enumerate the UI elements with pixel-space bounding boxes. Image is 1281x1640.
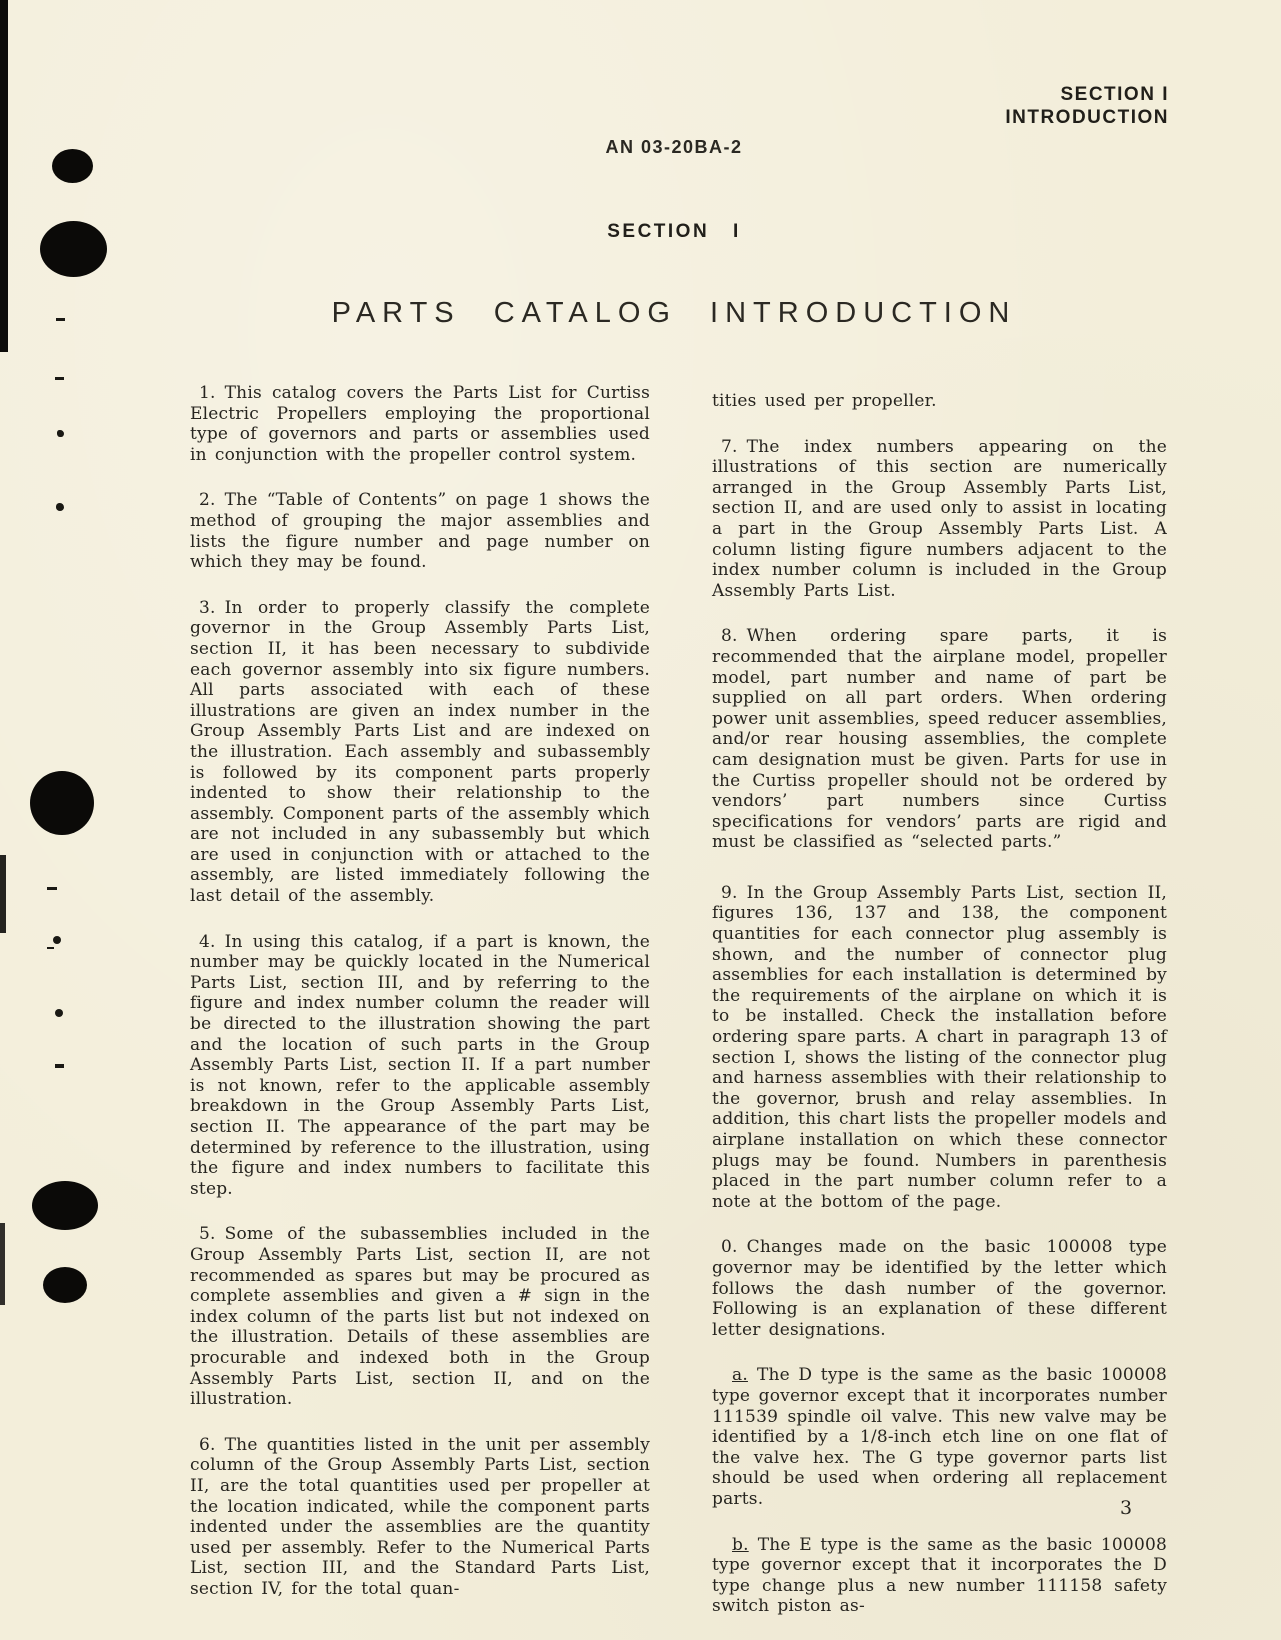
running-head-section: SECTION I <box>1060 84 1169 105</box>
paragraph-7 <box>712 437 1167 602</box>
scan-speck <box>55 377 64 380</box>
paragraph-label: 1. <box>199 383 216 403</box>
page-title: PARTS CATALOG INTRODUCTION <box>331 297 1017 329</box>
paragraph-8 <box>712 626 1167 853</box>
punch-hole <box>52 149 93 183</box>
paragraph-b <box>712 1535 1167 1617</box>
scan-speck <box>53 936 61 944</box>
scan-speck <box>47 887 57 890</box>
paragraph-text: In the Group Assembly Parts List, section II, figures 136, 137 and 138, the component quantities for each connector plug assembly is shown, and the number of connector plug assemblies for each installation is determined by the requirements of the airplane on which it is to be installed. Check the installation before ordering spare parts. A chart in paragraph 13 of section I, shows the listing of the connector plug and harness assemblies with their relationship to the governor, brush and relay assemblies. In addition, this chart lists the propeller models and airplane installation on which these connector plugs may be found. Numbers in parenthesis placed in the part number column refer to a note at the bottom of the page. <box>712 882 1167 1212</box>
paragraph-text: The D type is the same as the basic 100008 type governor except that it incorporates number 111539 spindle oil valve. This new valve may be identified by a 1/8-inch etch line on one flat of the valve hex. The G type governor parts list should be used when ordering all replacement parts. <box>712 1365 1167 1509</box>
scan-speck <box>56 318 65 321</box>
paragraph-label: a. <box>732 1365 748 1386</box>
paragraph-label: 7. <box>721 436 738 457</box>
scan-speck <box>56 503 64 511</box>
paragraph-a <box>712 1365 1167 1509</box>
paragraph-text: This catalog covers the Parts List for Curtiss Electric Propellers employing the proportional type of governors and parts or assemblies used in conjunction with the propeller control system. <box>190 383 650 465</box>
paragraph-label: 9. <box>721 882 738 903</box>
paragraph-text: The index numbers appearing on the illustrations of this section are numerically arranged in the Group Assembly Parts List, section II, and are used only to assist in locating a part in the Group Assembly Parts List. A column listing figure numbers adjacent to the index number column is included in the Group Assembly Parts List. <box>712 436 1167 601</box>
punch-hole <box>30 771 94 835</box>
paragraph-1 <box>190 383 650 465</box>
punch-hole <box>43 1267 87 1303</box>
paragraph-label: 6. <box>199 1434 216 1455</box>
paragraph-6-continued <box>712 391 1167 412</box>
paragraph-label: 0. <box>721 1237 738 1258</box>
paragraph-9 <box>712 883 1167 1213</box>
page-number: 3 <box>1120 1497 1133 1519</box>
paragraph-text: When ordering spare parts, it is recommended that the airplane model, propeller model, part number and name of part be supplied on all part orders. When ordering power unit assemblies, speed reducer assemblies, and/or rear housing assemblies, the complete cam designation must be given. Parts for use in the Curtiss propeller should not be ordered by vendors’ part numbers since Curtiss specifications for vendors’ parts are rigid and must be classified as “selected parts.” <box>712 626 1167 853</box>
paragraph-text: tities used per propeller. <box>712 391 937 411</box>
paragraph-text: In order to properly classify the complete governor in the Group Assembly Parts List, section II, it has been necessary to subdivide each governor assembly into six figure numbers. All parts associated with each of these illustrations are given an index number in the Group Assembly Parts List and are indexed on the illustration. Each assembly and subassembly is followed by its component parts properly indented to show their relationship to the assembly. Component parts of the assembly which are not included in any subassembly but which are used in conjunction with or attached to the assembly, are listed immediately following the last detail of the assembly. <box>190 597 650 907</box>
paragraph-label: b. <box>732 1534 749 1555</box>
paragraph-label: 4. <box>199 931 216 952</box>
left-column <box>190 383 650 1624</box>
page-edge-shadow <box>0 1223 5 1305</box>
paragraph-text: The E type is the same as the basic 100008 type governor except that it incorporates the D type change plus a new number 111158 safety switch piston as- <box>712 1534 1167 1617</box>
paragraph-2 <box>190 490 650 572</box>
paragraph-4 <box>190 932 650 1200</box>
section-heading: SECTION I <box>607 221 741 242</box>
paragraph-text: The quantities listed in the unit per assembly column of the Group Assembly Parts List, section II, are the total quantities used per propeller at the location indicated, while the component parts indented under the assemblies are the quantity used per assembly. Refer to the Numerical Parts List, section III, and the Standard Parts List, section IV, for the total quan- <box>190 1434 650 1599</box>
scan-speck <box>55 1064 64 1068</box>
right-column <box>712 383 1167 1640</box>
paragraph-label: 8. <box>721 626 738 647</box>
page-edge-shadow <box>0 855 6 933</box>
paragraph-5 <box>190 1224 650 1409</box>
paragraph-text: Some of the subassemblies included in the Group Assembly Parts List, section II, are not recommended as spares but may be procured as complete assemblies and given a # sign in the index column of the parts list but not indexed on the illustration. Details of these assemblies are procurable and indexed both in the Group Assembly Parts List, section II, and on the illustration. <box>190 1224 650 1410</box>
scan-speck <box>57 430 64 437</box>
paragraph-label: 5. <box>199 1224 216 1245</box>
paragraph-label: 3. <box>199 597 216 618</box>
paragraph-3 <box>190 598 650 907</box>
running-head-intro: INTRODUCTION <box>1005 107 1169 128</box>
running-head <box>1005 83 1169 129</box>
paragraph-label: 2. <box>199 490 216 511</box>
paragraph-10 <box>712 1237 1167 1340</box>
page-edge-shadow <box>0 0 8 352</box>
scan-speck <box>47 947 54 949</box>
punch-hole <box>40 221 107 277</box>
scan-speck <box>55 1009 63 1017</box>
paragraph-text: Changes made on the basic 100008 type governor may be identified by the letter which follows the dash number of the governor. Following is an explanation of these different letter designations. <box>712 1237 1167 1340</box>
paragraph-text: In using this catalog, if a part is known, the number may be quickly located in the Numerical Parts List, section III, and by referring to the figure and index number column the reader will be directed to the illustration showing the part and the location of such parts in the Group Assembly Parts List, section II. If a part number is not known, refer to the applicable assembly breakdown in the Group Assembly Parts List, section II. The appearance of the part may be determined by reference to the illustration, using the figure and index numbers to facilitate this step. <box>190 931 650 1199</box>
doc-number: AN 03-20BA-2 <box>605 137 743 157</box>
paragraph-text: The “Table of Contents” on page 1 shows the method of grouping the major assemblies and lists the figure number and page number on which they may be found. <box>190 490 650 573</box>
punch-hole <box>32 1181 98 1230</box>
paragraph-6 <box>190 1435 650 1600</box>
